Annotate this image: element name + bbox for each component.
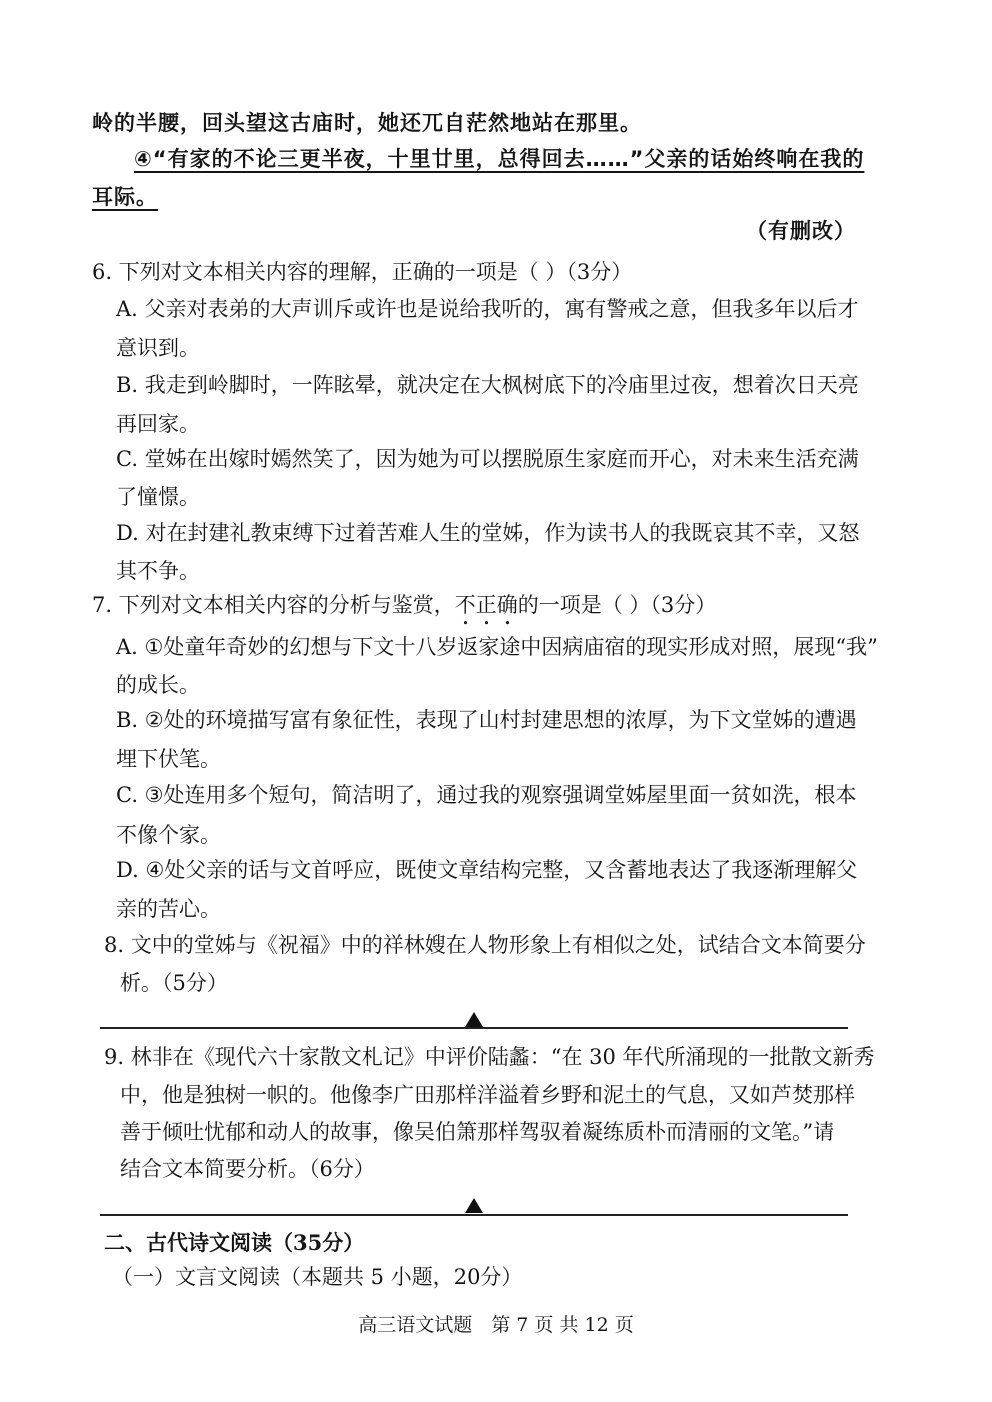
passage-line: 岭的半腰，回头望这古庙时，她还兀自茫然地站在那里。 xyxy=(92,111,642,135)
option-c: C. 堂姊在出嫁时嫣然笑了，因为她为可以摆脱原生家庭而开心，对未来生活充满 xyxy=(116,447,859,471)
question-8-line: 8. 文中的堂姊与《祝福》中的祥林嫂在人物形象上有相似之处，试结合文本简要分 xyxy=(104,933,866,957)
question-9-line: 善于倾吐忧郁和动人的故事，像吴伯箫那样驾驭着凝练质朴而清丽的文笔。”请 xyxy=(120,1120,835,1144)
page-footer: 高三语文试题 第 7 页 共 12 页 xyxy=(358,1314,634,1336)
passage-line-underlined: 耳际。 xyxy=(92,185,158,209)
option-c: C. ③处连用多个短句，简洁明了，通过我的观察强调堂姊屋里面一贫如洗，根本 xyxy=(116,783,857,807)
stem-text: 7. 下列对文本相关内容的分析与鉴赏， xyxy=(92,593,455,617)
stem-keyword-emphasized: 不正确 xyxy=(454,593,518,617)
stem-text: 的一项是（ ）（3分） xyxy=(517,593,717,617)
option-d: D. ④处父亲的话与文首呼应，既使文章结构完整，又含蓄地表达了我逐渐理解父 xyxy=(116,858,858,882)
question-9-line: 结合文本简要分析。（6分） xyxy=(120,1157,375,1181)
option-d: D. 对在封建礼教束缚下过着苦难人生的堂姊，作为读书人的我既哀其不幸，又怒 xyxy=(116,521,860,545)
option-a-cont: 意识到。 xyxy=(116,336,200,360)
option-a-cont: 的成长。 xyxy=(116,673,200,697)
stem-keyword: 正确 xyxy=(391,260,434,284)
divider xyxy=(100,1027,848,1029)
option-c-cont: 了憧憬。 xyxy=(116,485,200,509)
stem-text: 的一项是（ ）（3分） xyxy=(433,260,633,284)
option-b-cont: 埋下伏笔。 xyxy=(116,747,221,771)
triangle-marker-icon xyxy=(465,1198,483,1213)
option-a: A. 父亲对表弟的大声训斥或许也是说给我听的，寓有警戒之意，但我多年以后才 xyxy=(116,297,859,321)
stem-text: 6. 下列对文本相关内容的理解， xyxy=(92,260,392,284)
question-9-line: 中，他是独树一帜的。他像李广田那样洋溢着乡野和泥土的气息，又如芦焚那样 xyxy=(120,1083,855,1107)
source-note: （有删改） xyxy=(746,219,856,243)
option-a: A. ①处童年奇妙的幻想与下文十八岁返家途中因病庙宿的现实形成对照，展现“我” xyxy=(116,635,878,659)
triangle-marker-icon xyxy=(465,1012,483,1027)
divider xyxy=(100,1214,848,1216)
option-d-cont: 其不争。 xyxy=(116,559,200,583)
option-d-cont: 亲的苦心。 xyxy=(116,897,221,921)
question-7-stem xyxy=(92,590,716,630)
question-8-line: 析。（5分） xyxy=(120,971,228,995)
option-b-cont: 再回家。 xyxy=(116,412,200,436)
question-6-stem xyxy=(92,257,632,287)
option-c-cont: 不像个家。 xyxy=(116,823,221,847)
option-b: B. 我走到岭脚时，一阵眩晕，就决定在大枫树底下的冷庙里过夜，想着次日天亮 xyxy=(116,373,859,397)
question-9-line: 9. 林非在《现代六十家散文札记》中评价陆蠡：“在 30 年代所涌现的一批散文新秀 xyxy=(104,1045,875,1069)
passage-line-underlined: ④“有家的不论三更半夜，十里廿里，总得回去……”父亲的话始终响在我的 xyxy=(134,147,865,171)
option-b: B. ②处的环境描写富有象征性，表现了山村封建思想的浓厚，为下文堂姊的遭遇 xyxy=(116,708,857,732)
section-subtitle: （一）文言文阅读（本题共 5 小题，20分） xyxy=(112,1265,523,1289)
section-title: 二、古代诗文阅读（35分） xyxy=(104,1230,365,1255)
